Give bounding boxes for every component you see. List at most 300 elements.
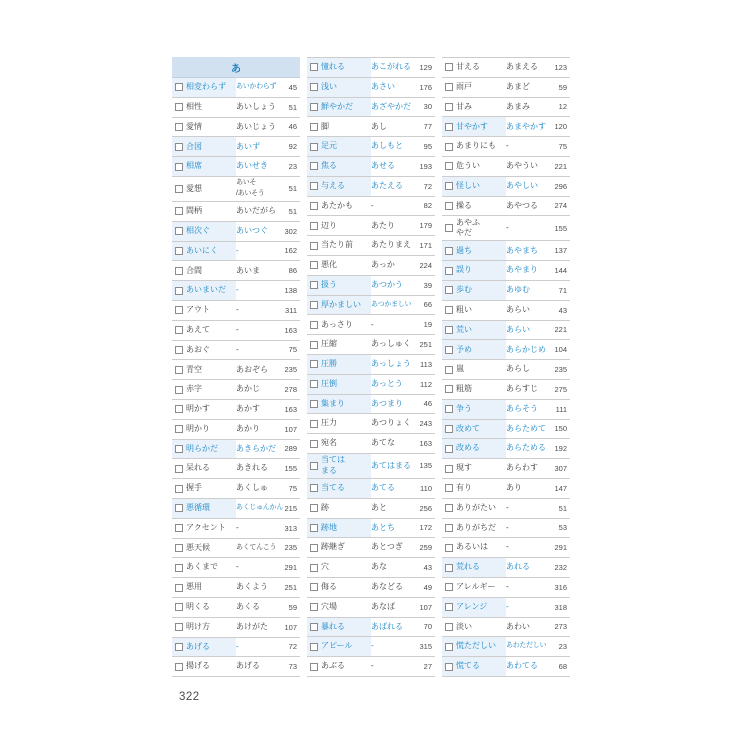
- checkbox-cell: [442, 439, 456, 458]
- entry-word: 明け方: [186, 621, 210, 631]
- checkbox-icon: [175, 103, 183, 111]
- checkbox-cell: [442, 78, 456, 97]
- index-entry-row: [307, 157, 435, 177]
- index-entry-row: [307, 375, 435, 395]
- entry-word: 穴場: [321, 601, 337, 611]
- checkbox-cell: [442, 519, 456, 538]
- entry-word: 荒れる: [456, 558, 506, 577]
- entry-word: アレンジ: [456, 598, 506, 617]
- entry-reading: -: [506, 141, 509, 151]
- checkbox-cell: [307, 78, 321, 97]
- entry-word: 圧倒: [321, 375, 371, 394]
- index-entry-row: [172, 380, 300, 400]
- entry-page-number: 70: [423, 622, 432, 632]
- entry-page-number: 129: [419, 62, 432, 72]
- page-number: 322: [179, 691, 200, 703]
- entry-word: あいまいだ: [186, 281, 236, 300]
- checkbox-icon: [445, 623, 453, 631]
- checkbox-cell: [172, 380, 186, 399]
- entry-reading: あげる: [236, 661, 260, 671]
- entry-reading: あらすじ: [506, 384, 538, 394]
- checkbox-icon: [445, 445, 453, 453]
- entry-word: 揚げる: [186, 661, 210, 671]
- checkbox-icon: [445, 182, 453, 190]
- checkbox-cell: [172, 261, 186, 280]
- index-entry-row: [172, 261, 300, 281]
- checkbox-cell: [307, 499, 321, 518]
- checkbox-cell: [442, 177, 456, 196]
- entry-word: 脚: [321, 121, 329, 131]
- entry-reading: あっか: [371, 260, 395, 270]
- checkbox-icon: [445, 385, 453, 393]
- entry-page-number: 92: [288, 142, 297, 152]
- entry-reading: あさい: [371, 81, 395, 91]
- checkbox-cell: [442, 618, 456, 637]
- entry-page-number: 12: [558, 102, 567, 112]
- index-entry-row: [442, 117, 570, 137]
- checkbox-icon: [310, 301, 318, 309]
- checkbox-icon: [445, 544, 453, 552]
- entry-page-number: 135: [419, 461, 432, 471]
- entry-word: あまりにも: [456, 141, 496, 151]
- checkbox-icon: [445, 346, 453, 354]
- checkbox-icon: [445, 267, 453, 275]
- entry-word: 圧力: [321, 418, 337, 428]
- index-entry-row: [442, 420, 570, 440]
- entry-word: 慌てる: [456, 657, 506, 676]
- entry-page-number: 73: [288, 662, 297, 672]
- index-entry-row: [172, 558, 300, 578]
- entry-reading: -: [236, 285, 239, 295]
- checkbox-icon: [445, 123, 453, 131]
- checkbox-cell: [307, 58, 321, 77]
- checkbox-cell: [307, 538, 321, 557]
- checkbox-icon: [175, 504, 183, 512]
- index-entry-row: [442, 538, 570, 558]
- index-entry-row: [172, 157, 300, 177]
- entry-reading: あわただしい: [506, 642, 547, 650]
- entry-page-number: 163: [284, 325, 297, 335]
- entry-word: 荒い: [456, 321, 506, 340]
- entry-reading: あくじゅんかん: [236, 504, 283, 512]
- entry-reading: あっしょう: [371, 359, 411, 369]
- entry-word: 粗い: [456, 304, 472, 314]
- entry-page-number: 51: [288, 184, 297, 194]
- entry-page-number: 138: [284, 286, 297, 296]
- entry-word: 宛名: [321, 438, 337, 448]
- checkbox-icon: [175, 485, 183, 493]
- entry-reading: -: [506, 542, 509, 552]
- entry-reading: -: [506, 522, 509, 532]
- entry-word: 鮮やかだ: [321, 98, 371, 117]
- entry-page-number: 224: [419, 260, 432, 270]
- entry-reading: あてな: [371, 438, 395, 448]
- checkbox-icon: [445, 63, 453, 71]
- entry-page-number: 235: [284, 365, 297, 375]
- checkbox-icon: [175, 366, 183, 374]
- entry-page-number: 107: [419, 602, 432, 612]
- entry-reading: あまやかす: [506, 121, 546, 131]
- entry-word: 悪天候: [186, 542, 210, 552]
- checkbox-icon: [310, 261, 318, 269]
- checkbox-icon: [445, 504, 453, 512]
- entry-word: 慌ただしい: [456, 637, 506, 656]
- index-entry-row: [307, 499, 435, 519]
- index-entry-row: [442, 618, 570, 638]
- entry-page-number: 30: [423, 102, 432, 112]
- entry-reading: あてる: [371, 483, 395, 493]
- index-entry-row: [442, 58, 570, 78]
- entry-reading: あくる: [236, 602, 260, 612]
- entry-page-number: 163: [419, 439, 432, 449]
- entry-word: あげる: [186, 638, 236, 657]
- entry-word: 歩む: [456, 281, 506, 300]
- entry-page-number: 43: [558, 305, 567, 315]
- entry-reading: -: [506, 601, 509, 611]
- entry-page-number: 179: [419, 221, 432, 231]
- entry-word: 明らかだ: [186, 440, 236, 459]
- checkbox-cell: [172, 242, 186, 261]
- entry-reading: あたりまえ: [371, 240, 411, 250]
- entry-word: 怪しい: [456, 177, 506, 196]
- index-entry-row: [307, 519, 435, 539]
- checkbox-cell: [442, 281, 456, 300]
- checkbox-icon: [445, 162, 453, 170]
- checkbox-cell: [172, 78, 186, 97]
- entry-reading: あせる: [371, 161, 395, 171]
- index-entry-row: [172, 321, 300, 341]
- checkbox-cell: [307, 177, 321, 196]
- index-entry-row: [307, 637, 435, 657]
- entry-page-number: 51: [288, 206, 297, 216]
- index-entry-row: [172, 638, 300, 658]
- entry-word: アピール: [321, 637, 371, 656]
- checkbox-cell: [442, 479, 456, 498]
- checkbox-cell: [172, 202, 186, 221]
- entry-reading: あやうい: [506, 161, 538, 171]
- entry-reading: -: [506, 223, 509, 233]
- entry-page-number: 110: [420, 483, 432, 493]
- entry-page-number: 176: [419, 82, 432, 92]
- entry-page-number: 45: [288, 82, 297, 92]
- entry-word: 現す: [456, 463, 472, 473]
- entry-reading: あいそ /あいそう: [236, 179, 265, 197]
- index-entry-row: [307, 538, 435, 558]
- checkbox-cell: [307, 618, 321, 637]
- index-entry-row: [442, 261, 570, 281]
- checkbox-icon: [445, 583, 453, 591]
- entry-word: 明かす: [186, 404, 210, 414]
- entry-page-number: 95: [423, 142, 432, 152]
- checkbox-cell: [172, 118, 186, 137]
- index-entry-row: [307, 197, 435, 217]
- checkbox-icon: [310, 583, 318, 591]
- checkbox-cell: [172, 578, 186, 597]
- entry-word: 穴: [321, 562, 329, 572]
- index-entry-row: [172, 539, 300, 559]
- index-entry-row: [442, 177, 570, 197]
- entry-page-number: 251: [284, 583, 297, 593]
- checkbox-cell: [307, 414, 321, 433]
- index-entry-row: [442, 400, 570, 420]
- checkbox-icon: [175, 346, 183, 354]
- checkbox-icon: [175, 445, 183, 453]
- entry-reading: あこがれる: [371, 62, 411, 72]
- index-entry-row: [172, 78, 300, 98]
- entry-page-number: 104: [554, 345, 567, 355]
- entry-reading: -: [371, 319, 374, 329]
- entry-reading: あたえる: [371, 180, 403, 190]
- checkbox-icon: [445, 306, 453, 314]
- entry-reading: あたり: [371, 220, 395, 230]
- entry-word: 侮る: [321, 582, 337, 592]
- index-entry-row: [442, 360, 570, 380]
- checkbox-cell: [172, 281, 186, 300]
- index-entry-row: [442, 321, 570, 341]
- index-entry-row: [442, 197, 570, 217]
- checkbox-icon: [175, 386, 183, 394]
- checkbox-icon: [445, 643, 453, 651]
- entry-word: 与える: [321, 177, 371, 196]
- index-entry-row: [172, 440, 300, 460]
- entry-page-number: 193: [419, 161, 432, 171]
- index-entry-row: [172, 301, 300, 321]
- entry-page-number: 221: [554, 161, 567, 171]
- entry-reading: あやまり: [506, 265, 538, 275]
- entry-page-number: 111: [555, 404, 567, 414]
- checkbox-cell: [172, 157, 186, 176]
- entry-reading: あわい: [506, 621, 530, 631]
- entry-reading: あらかじめ: [506, 344, 546, 354]
- checkbox-cell: [307, 296, 321, 315]
- checkbox-icon: [310, 623, 318, 631]
- checkbox-cell: [172, 98, 186, 117]
- entry-page-number: 316: [554, 582, 567, 592]
- checkbox-icon: [175, 584, 183, 592]
- entry-page-number: 72: [288, 642, 297, 652]
- checkbox-cell: [442, 117, 456, 136]
- entry-word: 扱う: [321, 276, 371, 295]
- checkbox-icon: [310, 564, 318, 572]
- checkbox-icon: [310, 462, 318, 470]
- checkbox-icon: [175, 267, 183, 275]
- index-entry-row: [307, 137, 435, 157]
- entry-reading: あし: [371, 121, 387, 131]
- checkbox-cell: [172, 360, 186, 379]
- index-entry-row: [442, 78, 570, 98]
- index-entry-row: [442, 479, 570, 499]
- entry-page-number: 215: [284, 503, 297, 513]
- entry-reading: あなば: [371, 601, 395, 611]
- checkbox-cell: [307, 637, 321, 656]
- index-entry-row: [307, 578, 435, 598]
- checkbox-cell: [307, 315, 321, 334]
- checkbox-icon: [445, 603, 453, 611]
- index-entry-row: [307, 395, 435, 415]
- entry-word: アウト: [186, 305, 210, 315]
- entry-page-number: 275: [554, 384, 567, 394]
- entry-page-number: 107: [284, 424, 297, 434]
- checkbox-icon: [310, 202, 318, 210]
- entry-reading: あいず: [236, 141, 260, 151]
- checkbox-cell: [172, 499, 186, 518]
- checkbox-icon: [175, 425, 183, 433]
- entry-page-number: 23: [288, 162, 297, 172]
- index-entry-row: [307, 414, 435, 434]
- index-entry-row: [307, 558, 435, 578]
- entry-page-number: 274: [554, 201, 567, 211]
- entry-word: 赤字: [186, 384, 202, 394]
- checkbox-icon: [310, 162, 318, 170]
- checkbox-cell: [307, 479, 321, 498]
- index-entry-row: [442, 598, 570, 618]
- entry-page-number: 235: [554, 365, 567, 375]
- entry-word: 危うい: [456, 161, 480, 171]
- checkbox-icon: [310, 603, 318, 611]
- index-entry-row: [172, 177, 300, 202]
- checkbox-icon: [175, 623, 183, 631]
- entry-page-number: 107: [284, 622, 297, 632]
- checkbox-cell: [442, 98, 456, 117]
- checkbox-cell: [172, 222, 186, 241]
- entry-page-number: 221: [554, 325, 567, 335]
- index-entry-row: [442, 281, 570, 301]
- checkbox-cell: [172, 341, 186, 360]
- checkbox-cell: [442, 340, 456, 359]
- checkbox-icon: [175, 227, 183, 235]
- entry-word: 憧れる: [321, 58, 371, 77]
- checkbox-cell: [172, 321, 186, 340]
- entry-page-number: 46: [423, 399, 432, 409]
- index-entry-row: [442, 98, 570, 118]
- index-column-1: [172, 57, 300, 677]
- entry-page-number: 243: [419, 419, 432, 429]
- entry-word: 甘み: [456, 101, 472, 111]
- entry-reading: あけがた: [236, 621, 268, 631]
- entry-page-number: 144: [554, 266, 567, 276]
- entry-word: あえて: [186, 324, 210, 334]
- index-column-2: [307, 57, 435, 677]
- entry-page-number: 59: [288, 602, 297, 612]
- entry-word: 明くる: [186, 602, 210, 612]
- checkbox-icon: [310, 524, 318, 532]
- checkbox-cell: [172, 598, 186, 617]
- entry-page-number: 315: [419, 642, 432, 652]
- checkbox-icon: [310, 63, 318, 71]
- entry-page-number: 71: [558, 285, 567, 295]
- entry-reading: -: [506, 502, 509, 512]
- entry-reading: -: [236, 344, 239, 354]
- index-entry-row: [442, 157, 570, 177]
- entry-reading: -: [371, 641, 374, 651]
- entry-reading: あと: [371, 502, 387, 512]
- entry-reading: あまみ: [506, 101, 530, 111]
- checkbox-icon: [175, 643, 183, 651]
- checkbox-cell: [307, 98, 321, 117]
- index-entry-row: [172, 519, 300, 539]
- entry-reading: -: [506, 582, 509, 592]
- entry-page-number: 251: [419, 340, 432, 350]
- checkbox-icon: [310, 103, 318, 111]
- checkbox-cell: [442, 420, 456, 439]
- index-entry-row: [442, 216, 570, 241]
- entry-reading: あな: [371, 562, 387, 572]
- checkbox-cell: [307, 578, 321, 597]
- checkbox-icon: [175, 524, 183, 532]
- index-entry-row: [442, 301, 570, 321]
- checkbox-icon: [310, 440, 318, 448]
- index-entry-row: [442, 519, 570, 539]
- checkbox-icon: [445, 465, 453, 473]
- checkbox-cell: [442, 360, 456, 379]
- entry-page-number: 235: [284, 543, 297, 553]
- entry-word: 悪用: [186, 582, 202, 592]
- checkbox-icon: [445, 83, 453, 91]
- checkbox-icon: [310, 544, 318, 552]
- entry-word: 予め: [456, 340, 506, 359]
- entry-reading: あくてんこう: [236, 543, 277, 551]
- checkbox-icon: [445, 326, 453, 334]
- index-entry-row: [307, 98, 435, 118]
- entry-reading: -: [236, 562, 239, 572]
- entry-reading: あかす: [236, 404, 260, 414]
- checkbox-cell: [442, 538, 456, 557]
- checkbox-icon: [310, 484, 318, 492]
- entry-page-number: 302: [284, 226, 297, 236]
- checkbox-icon: [445, 564, 453, 572]
- checkbox-icon: [310, 400, 318, 408]
- entry-page-number: 68: [558, 662, 567, 671]
- checkbox-cell: [442, 558, 456, 577]
- entry-reading: あいせき: [236, 161, 268, 171]
- entry-word: 愛情: [186, 121, 202, 131]
- entry-reading: あやまち: [506, 245, 538, 255]
- index-entry-row: [307, 657, 435, 677]
- entry-page-number: 278: [284, 385, 297, 395]
- index-entry-row: [172, 202, 300, 222]
- entry-word: 辺り: [321, 220, 337, 230]
- entry-reading: あれる: [506, 562, 530, 572]
- entry-page-number: 23: [558, 642, 567, 652]
- entry-word: 嵐: [456, 364, 464, 374]
- checkbox-icon: [175, 83, 183, 91]
- checkbox-cell: [442, 578, 456, 597]
- entry-page-number: 232: [554, 563, 567, 573]
- entry-reading: あわてる: [506, 661, 538, 671]
- entry-word: 握手: [186, 483, 202, 493]
- checkbox-icon: [445, 366, 453, 374]
- checkbox-cell: [307, 335, 321, 354]
- checkbox-cell: [172, 420, 186, 439]
- checkbox-cell: [307, 657, 321, 676]
- index-entry-row: [307, 355, 435, 375]
- checkbox-cell: [307, 157, 321, 176]
- checkbox-icon: [445, 663, 453, 671]
- entry-page-number: 27: [423, 662, 432, 671]
- index-entry-row: [307, 177, 435, 197]
- index-entry-row: [172, 98, 300, 118]
- entry-word: あたかも: [321, 200, 353, 210]
- checkbox-icon: [310, 123, 318, 131]
- index-entry-row: [307, 117, 435, 137]
- checkbox-cell: [307, 216, 321, 235]
- entry-page-number: 75: [288, 345, 297, 355]
- index-entry-row: [442, 499, 570, 519]
- entry-word: 暴れる: [321, 618, 371, 637]
- entry-reading: -: [371, 200, 374, 210]
- entry-reading: あつかう: [371, 279, 403, 289]
- entry-word: 圧勝: [321, 355, 371, 374]
